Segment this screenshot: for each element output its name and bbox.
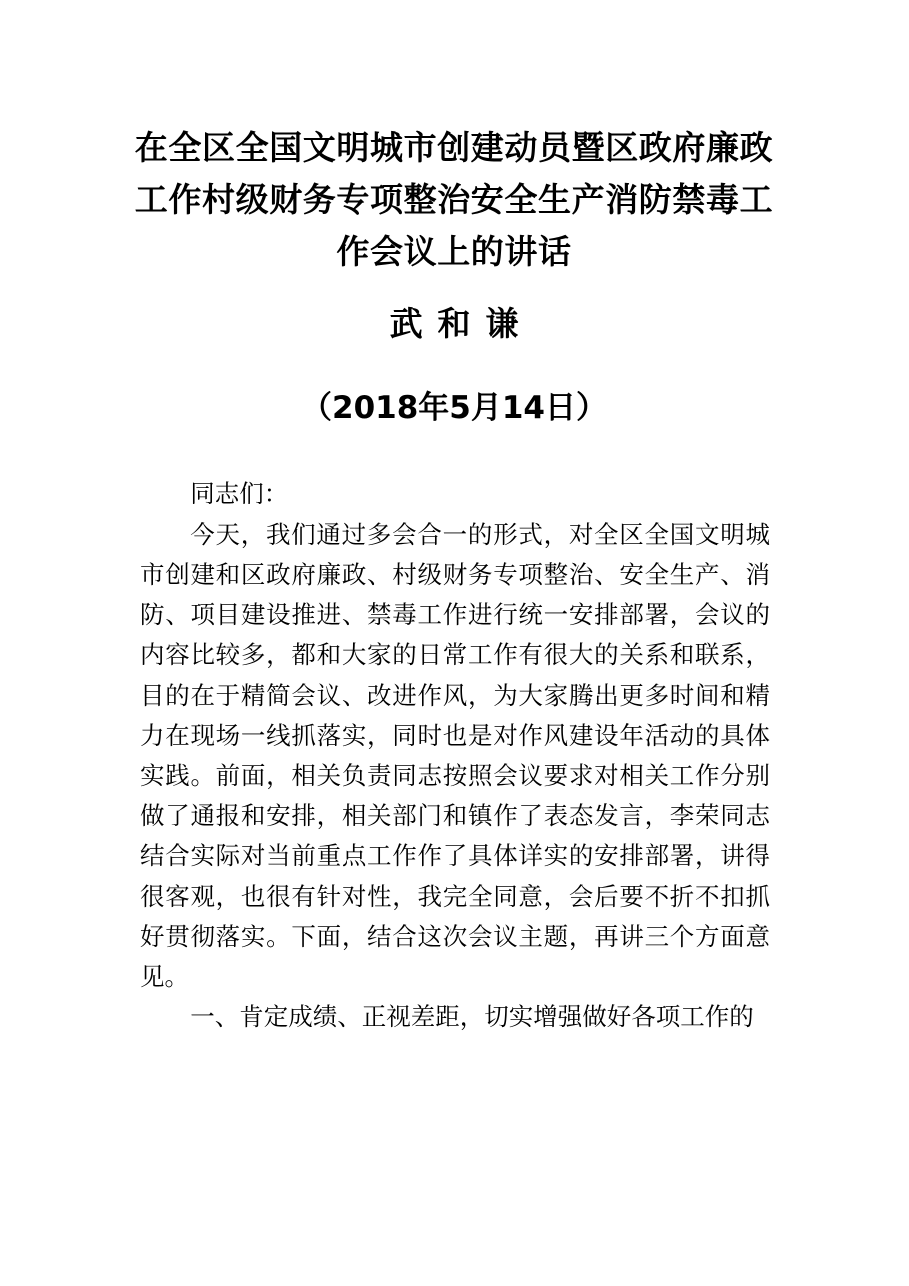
greeting: 同志们： (190, 479, 289, 508)
document-body (140, 474, 770, 1037)
section-heading-1: 一、肯定成绩、正视差距，切实增强做好各项工作的 (190, 1002, 754, 1032)
body-paragraph: 今天，我们通过多会合一的形式，对全区全国文明城市创建和区政府廉政、村级财务专项整治、安全生产、消防、项目建设推进、禁毒工作进行统一安排部署，会议的内容比较多，都和大家的日常工作有很大的关系和联系，目的在于精简会议、改进作风，为大家腾出更多时间和精力在现场一线抓落实，同时也是对作风建设年活动的具体实践。前面，相关负责同志按照会议要求对相关工作分别做了通报和安排，相关部门和镇作了表态发言，李荣同志结合实际对当前重点工作作了具体详实的安排部署，讲得很客观，也很有针对性，我完全同意，会后要不折不扣抓好贯彻落实。下面，结合这次会议主题，再讲三个方面意见。 (140, 519, 770, 991)
speech-date: （2018年5月14日） (301, 390, 607, 426)
author-name: 武和谦 (389, 304, 534, 343)
document-title: 在全区全国文明城市创建动员暨区政府廉政工作村级财务专项整治安全生产消防禁毒工作会议上的讲话 (134, 128, 774, 271)
